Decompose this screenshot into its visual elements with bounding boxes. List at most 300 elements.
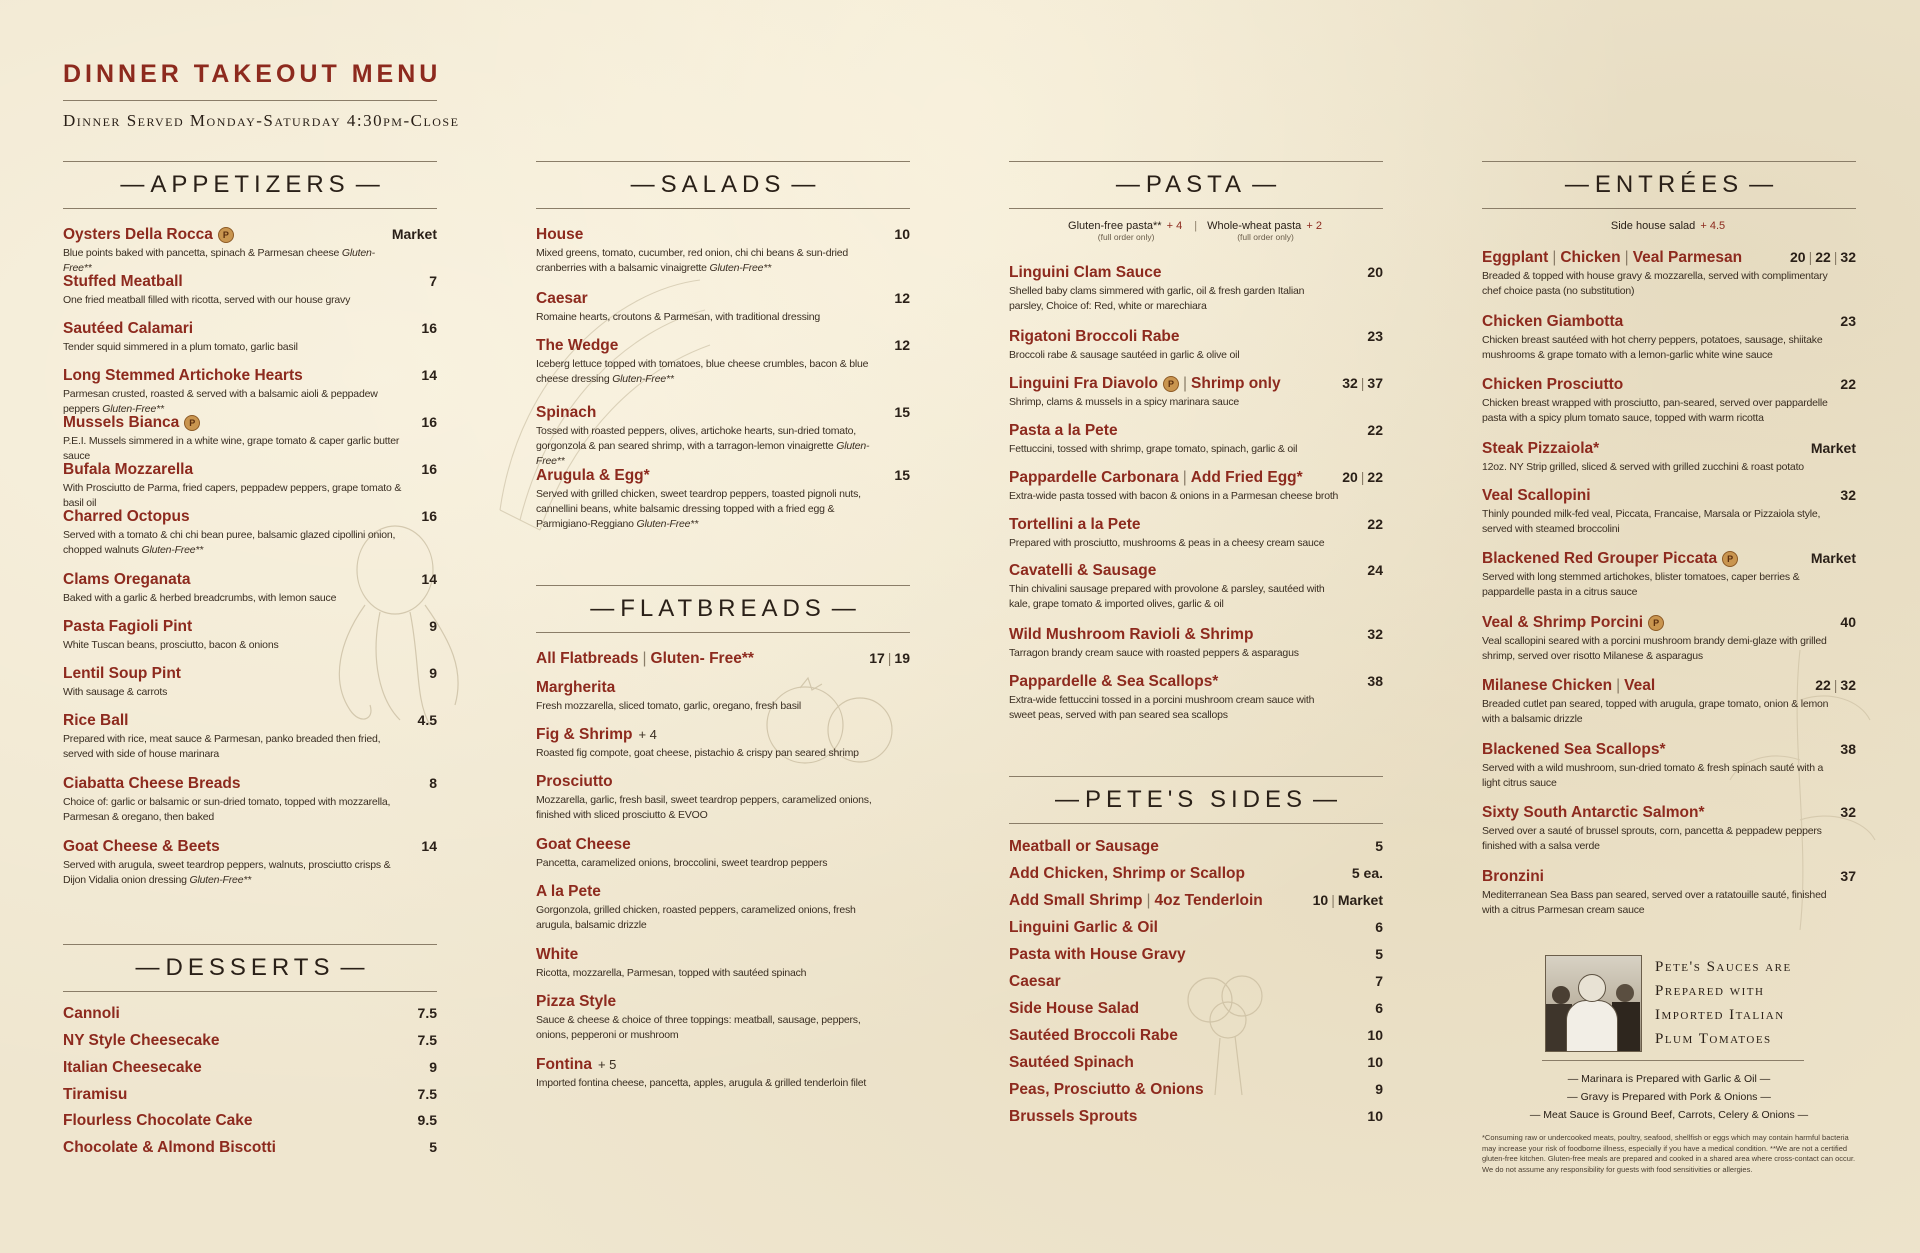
separator: | xyxy=(1146,892,1151,909)
item-name: Stuffed Meatball xyxy=(63,273,183,290)
item-description-text: Broccoli rabe & sausage sautéed in garlic & olive oil xyxy=(1009,349,1240,361)
menu-item xyxy=(1482,487,1856,537)
item-description xyxy=(63,246,403,276)
item-price: 9 xyxy=(1375,1081,1383,1097)
item-price-group xyxy=(1375,973,1383,989)
menu-item-row xyxy=(63,618,437,636)
menu-item-row xyxy=(536,226,910,244)
menu-item xyxy=(1009,469,1383,504)
item-price-group xyxy=(429,1059,437,1075)
item-description-text: Romaine hearts, croutons & Parmesan, with traditional dressing xyxy=(536,311,821,323)
item-name-group xyxy=(1009,264,1161,282)
gf-full-order: (full order only) xyxy=(1097,232,1155,242)
menu-item-row xyxy=(63,414,437,432)
item-description-text: Fettuccini, tossed with shrimp, grape tomato, spinach, garlic & oil xyxy=(1009,443,1298,455)
item-price: 32 xyxy=(1840,487,1856,503)
item-price: 10 xyxy=(1367,1027,1383,1043)
item-price: 8 xyxy=(429,775,437,791)
menu-item xyxy=(63,712,437,762)
item-price-group xyxy=(1840,741,1856,757)
item-description xyxy=(1482,507,1837,537)
item-name-group xyxy=(536,726,657,744)
item-price: Market xyxy=(1810,440,1856,456)
menu-item-row xyxy=(1009,946,1383,964)
item-name: Sautéed Spinach xyxy=(1009,1054,1134,1071)
menu-item xyxy=(1482,741,1856,791)
menu-item xyxy=(1482,677,1856,727)
menu-item xyxy=(63,508,437,558)
item-description xyxy=(536,357,886,387)
menu-item-row xyxy=(1009,838,1383,856)
item-name: Chicken Giambotta xyxy=(1482,313,1624,330)
item-description-text: P.E.I. Mussels simmered in a white wine, grape tomato & caper garlic butter sauce xyxy=(63,435,400,462)
item-name: Fontina xyxy=(536,1056,592,1073)
menu-item-row xyxy=(1482,487,1856,505)
item-price-group xyxy=(1375,1000,1383,1016)
sauce-line-3: Imported Italian xyxy=(1655,1007,1785,1023)
item-price: 7 xyxy=(1375,973,1383,989)
item-description xyxy=(1482,697,1837,727)
item-name-alt: 4oz Tenderloin xyxy=(1154,892,1263,909)
item-price-group xyxy=(1815,677,1856,693)
separator: | xyxy=(1360,469,1365,485)
item-name: Goat Cheese xyxy=(536,836,631,853)
item-description-text: Served with a wild mushroom, sun-dried tomato & fresh spinach sauté with a light citrus sauce xyxy=(1482,762,1824,789)
menu-item xyxy=(63,1112,437,1130)
item-name: Milanese Chicken xyxy=(1482,677,1613,694)
item-addon-price: + 5 xyxy=(597,1057,617,1072)
item-price: 6 xyxy=(1375,1000,1383,1016)
item-name: Linguini Garlic & Oil xyxy=(1009,919,1158,936)
flatbreads-title: FLATBREADS xyxy=(620,595,826,622)
item-name: Cavatelli & Sausage xyxy=(1009,562,1157,579)
item-name: Bronzini xyxy=(1482,868,1544,885)
item-price: 10 xyxy=(894,226,910,242)
item-description xyxy=(536,903,876,933)
item-price-group xyxy=(1367,1054,1383,1070)
item-name-group xyxy=(1009,626,1253,644)
item-price: 38 xyxy=(1367,673,1383,689)
item-price: 10 xyxy=(1312,892,1329,908)
sauce-divider xyxy=(1542,1060,1804,1061)
flatbread-gf-price: 19 xyxy=(894,650,910,666)
menu-item-row xyxy=(1009,973,1383,991)
menu-item-row xyxy=(1009,865,1383,883)
item-price: 24 xyxy=(1367,562,1383,578)
item-name-group xyxy=(1482,440,1599,458)
item-name: Blackened Sea Scallops* xyxy=(1482,741,1666,758)
menu-item xyxy=(536,337,910,387)
item-description-text: Roasted fig compote, goat cheese, pistachio & crispy pan seared shrimp xyxy=(536,747,859,759)
menu-item xyxy=(1009,422,1383,457)
item-name: Linguini Fra Diavolo xyxy=(1009,375,1158,392)
item-price: 7.5 xyxy=(417,1086,437,1102)
title-divider xyxy=(63,100,437,101)
item-description xyxy=(63,638,403,653)
item-price-group xyxy=(1375,1081,1383,1097)
item-price: 12 xyxy=(894,290,910,306)
allergy-disclaimer: *Consuming raw or undercooked meats, poultry, seafood, shellfish or eggs which may contain harmful bacteria may increase your risk of foodborne illness, especially if you have a medical condition. **We are not a certified gluten-free kitchen. Gluten-free meals are prepared and cooked in a shared area where cross-contact can occur. We do not assume any responsibility for guests with food sensitivities or allergies. xyxy=(1482,1133,1856,1174)
item-description xyxy=(536,856,876,871)
menu-item-row xyxy=(1009,375,1383,393)
item-name-group xyxy=(1482,376,1623,394)
menu-item-row xyxy=(63,775,437,793)
separator: | xyxy=(1808,249,1813,265)
item-name: Mussels Bianca xyxy=(63,414,180,431)
item-name-group xyxy=(63,838,220,856)
item-description xyxy=(536,310,886,325)
item-name: The Wedge xyxy=(536,337,619,354)
ww-pasta-add: + 2 xyxy=(1306,220,1322,232)
item-name-alt: Shrimp only xyxy=(1191,375,1281,392)
item-price: 14 xyxy=(421,838,437,854)
item-price-group xyxy=(429,665,437,681)
gravy-note: — Gravy is Prepared with Pork & Onions — xyxy=(1567,1091,1771,1103)
item-name: Steak Pizzaiola* xyxy=(1482,440,1600,457)
item-price-group xyxy=(392,226,437,242)
item-price-group xyxy=(1367,328,1383,344)
item-price: 16 xyxy=(421,414,437,430)
item-name-group xyxy=(536,290,588,308)
item-price-group xyxy=(1367,562,1383,578)
item-description-text: Blue points baked with pancetta, spinach & Parmesan cheese xyxy=(63,247,340,259)
item-description-text: White Tuscan beans, prosciutto, bacon & onions xyxy=(63,639,279,651)
dinner-hours: Dinner Served Monday-Saturday 4:30pm-Close xyxy=(63,111,460,130)
item-name: Sautéed Calamari xyxy=(63,320,194,337)
item-price-group xyxy=(1375,838,1383,854)
item-price: 38 xyxy=(1840,741,1856,757)
item-price-alt: 37 xyxy=(1367,375,1383,391)
item-description-text: Shrimp, clams & mussels in a spicy marinara sauce xyxy=(1009,396,1240,408)
item-description xyxy=(1009,348,1339,363)
item-price: 15 xyxy=(894,404,910,420)
item-description xyxy=(536,699,876,714)
item-description-text: Extra-wide fettuccini tossed in a porcini mushroom cream sauce with sweet peas, served with pan seared sea scallops xyxy=(1009,694,1315,721)
item-description xyxy=(536,246,886,276)
menu-item xyxy=(63,461,437,511)
separator: | xyxy=(1833,249,1838,265)
menu-item xyxy=(63,414,437,464)
item-description xyxy=(1009,646,1339,661)
menu-item xyxy=(63,226,437,276)
flatbreads-gf-label: Gluten- Free** xyxy=(650,650,754,667)
item-name: Lentil Soup Pint xyxy=(63,665,181,682)
item-name: Pappardelle Carbonara xyxy=(1009,469,1179,486)
item-price: 20 xyxy=(1789,249,1806,265)
item-price-group xyxy=(421,461,437,477)
item-name: Blackened Red Grouper Piccata xyxy=(1482,550,1718,567)
item-price: 9 xyxy=(429,665,437,681)
separator: | xyxy=(1833,677,1838,693)
pete-logo-icon: P xyxy=(1648,615,1664,631)
item-name: Clams Oreganata xyxy=(63,571,191,588)
item-description xyxy=(536,746,876,761)
menu-item-row xyxy=(63,367,437,385)
item-name: Brussels Sprouts xyxy=(1009,1108,1138,1125)
menu-item-row xyxy=(1009,919,1383,937)
gluten-free-label: Gluten-Free** xyxy=(612,373,674,385)
menu-item xyxy=(536,226,910,276)
menu-item-row xyxy=(1009,1027,1383,1045)
item-description-text: Choice of: garlic or balsamic or sun-dried tomato, topped with mozzarella, Parmesan & oregano, then baked xyxy=(63,796,391,823)
item-name-group xyxy=(1009,919,1158,937)
item-name: A la Pete xyxy=(536,883,601,900)
item-name: Rigatoni Broccoli Rabe xyxy=(1009,328,1180,345)
menu-item xyxy=(63,1086,437,1104)
menu-item-row xyxy=(63,226,437,244)
item-description-text: Breaded cutlet pan seared, topped with arugula, grape tomato, onion & lemon with a balsamic drizzle xyxy=(1482,698,1829,725)
item-price-group xyxy=(421,414,437,430)
item-price-alt: 32 xyxy=(1840,677,1856,693)
gluten-free-label: Gluten-Free** xyxy=(63,247,375,274)
item-price-group xyxy=(1367,673,1383,689)
item-name: Chocolate & Almond Biscotti xyxy=(63,1139,276,1156)
menu-item-row xyxy=(1009,562,1383,580)
menu-item xyxy=(536,679,910,714)
pete-logo-icon: P xyxy=(184,415,200,431)
item-description xyxy=(63,591,403,606)
menu-item-row xyxy=(1009,516,1383,534)
appetizers-header: — APPETIZERS — xyxy=(63,161,437,209)
flatbread-price: 17 xyxy=(869,650,885,666)
menu-item xyxy=(1482,550,1856,600)
sauce-notes xyxy=(1482,1070,1856,1124)
desserts-title: DESSERTS xyxy=(165,954,335,981)
item-description xyxy=(1482,761,1837,791)
item-description-text: Veal scallopini seared with a porcini mushroom brandy demi-glaze with grilled shrimp, served over risotto Milanese & asparagus xyxy=(1482,635,1827,662)
item-name: Arugula & Egg* xyxy=(536,467,650,484)
item-name-group xyxy=(1009,892,1263,910)
menu-item xyxy=(536,946,910,981)
item-description-text: Fresh mozzarella, sliced tomato, garlic, oregano, fresh basil xyxy=(536,700,802,712)
item-price-group xyxy=(1367,422,1383,438)
gluten-free-label: Gluten-Free** xyxy=(141,544,204,556)
menu-item-row xyxy=(1482,313,1856,331)
item-name-alt: Add Fried Egg* xyxy=(1190,469,1303,486)
item-price: 7.5 xyxy=(417,1032,437,1048)
item-description xyxy=(536,487,886,532)
item-name: Pappardelle & Sea Scallops* xyxy=(1009,673,1219,690)
item-description xyxy=(1482,396,1837,426)
item-name-group xyxy=(1482,550,1738,568)
item-name: Pasta Fagioli Pint xyxy=(63,618,193,635)
menu-item-row xyxy=(63,1032,437,1050)
item-name: Veal Scallopini xyxy=(1482,487,1591,504)
item-description xyxy=(1009,536,1339,551)
item-name-group xyxy=(63,1032,220,1050)
entrees-title: ENTRÉES xyxy=(1594,171,1744,198)
menu-item xyxy=(536,773,910,823)
item-description-text: Baked with a garlic & herbed breadcrumbs, with lemon sauce xyxy=(63,592,337,604)
item-name-group xyxy=(63,414,200,432)
item-description xyxy=(63,858,403,888)
menu-item-row xyxy=(1009,328,1383,346)
sauce-info xyxy=(1545,955,1835,1051)
item-description xyxy=(1009,582,1339,612)
item-name-group xyxy=(1009,1054,1134,1072)
menu-item xyxy=(536,1056,910,1091)
item-name-group xyxy=(63,273,183,291)
item-description-text: Tossed with roasted peppers, olives, artichoke hearts, sun-dried tomato, gorgonzola & pan seared shrimp, with a tarragon-lemon vinaigrette xyxy=(536,425,857,452)
item-description xyxy=(63,481,403,511)
item-description-text: Breaded & topped with house gravy & mozzarella, served with complimentary chef choice pasta (no substitution) xyxy=(1482,270,1828,297)
item-description-text: Served with grilled chicken, sweet teardrop peppers, toasted pignoli nuts, cannellini beans, white balsamic dressing topped with a fried egg & Parmigiano-Reggiano xyxy=(536,488,861,530)
item-name-group xyxy=(1009,1000,1139,1018)
item-addon-price: + 4 xyxy=(638,727,657,742)
item-description xyxy=(63,434,403,464)
item-description-text: Served with arugula, sweet teardrop peppers, walnuts, prosciutto crisps & Dijon Vidalia onion dressing xyxy=(63,859,391,886)
item-price-alt: 32 xyxy=(1840,249,1856,265)
item-name: Eggplant xyxy=(1482,249,1549,266)
item-price-group xyxy=(421,838,437,854)
ww-pasta-note: Whole-wheat pasta xyxy=(1207,220,1302,232)
item-price-group xyxy=(429,273,437,289)
menu-item xyxy=(1009,1081,1383,1099)
item-description xyxy=(1009,284,1339,314)
menu-item-row xyxy=(63,508,437,526)
item-name-group xyxy=(1009,516,1141,534)
item-name-group xyxy=(63,367,303,385)
item-price: 20 xyxy=(1367,264,1383,280)
pasta-options: Gluten-free pasta** + 4 (full order only) | Whole-wheat pasta + 2 (full order only) xyxy=(1068,220,1322,242)
menu-item-row xyxy=(536,726,910,744)
item-name-group xyxy=(1009,469,1303,487)
item-name-group xyxy=(1009,562,1156,580)
item-description xyxy=(1482,824,1837,854)
gluten-free-label: Gluten-Free** xyxy=(189,874,252,886)
item-name-group xyxy=(536,404,596,422)
item-name: Sixty South Antarctic Salmon* xyxy=(1482,804,1705,821)
menu-item xyxy=(63,665,437,700)
item-name-group xyxy=(63,1112,253,1130)
menu-item xyxy=(63,1032,437,1050)
item-name-group xyxy=(1009,865,1245,883)
item-description xyxy=(1482,269,1837,299)
item-name: Tiramisu xyxy=(63,1086,128,1103)
item-name: Caesar xyxy=(1009,973,1061,990)
menu-item xyxy=(536,404,910,469)
item-name: Tortellini a la Pete xyxy=(1009,516,1141,533)
item-price: 22 xyxy=(1367,516,1383,532)
item-name-group xyxy=(63,226,234,244)
item-price-group xyxy=(1342,375,1383,391)
menu-item xyxy=(1009,1054,1383,1072)
item-name: Pizza Style xyxy=(536,993,617,1010)
item-description xyxy=(63,528,403,558)
separator: | xyxy=(1360,375,1365,391)
item-price-alt: 22 xyxy=(1815,249,1831,265)
item-price: 16 xyxy=(421,461,437,477)
item-price: Market xyxy=(391,226,437,242)
menu-item-row xyxy=(1482,249,1856,267)
item-price: 6 xyxy=(1375,919,1383,935)
menu-item xyxy=(1009,973,1383,991)
menu-item-row xyxy=(63,273,437,291)
menu-item xyxy=(1009,264,1383,314)
item-description-text: Chicken breast sautéed with hot cherry peppers, potatoes, sausage, shiitake mushrooms & grape tomato with a lemon-garlic white wine sauce xyxy=(1482,334,1823,361)
item-name-group xyxy=(536,467,650,485)
meat-sauce-note: — Meat Sauce is Ground Beef, Carrots, Celery & Onions — xyxy=(1529,1109,1809,1121)
item-name-group xyxy=(536,1056,616,1074)
menu-item xyxy=(1009,1108,1383,1126)
menu-item-row xyxy=(536,1056,910,1074)
item-price: 9 xyxy=(429,618,437,634)
menu-item-row xyxy=(63,838,437,856)
item-name-group xyxy=(536,883,601,901)
item-description xyxy=(536,966,876,981)
item-description-text: Chicken breast wrapped with prosciutto, pan-seared, served over pappardelle pasta with a spicy plum tomato sauce, topped with warm ricotta xyxy=(1482,397,1828,424)
item-description xyxy=(1482,634,1837,664)
item-name-group xyxy=(63,320,193,338)
item-description-text: Ricotta, mozzarella, Parmesan, topped with sautéed spinach xyxy=(536,967,807,979)
item-price-group xyxy=(421,571,437,587)
menu-item-row xyxy=(1482,550,1856,568)
item-price-group xyxy=(1811,440,1856,456)
item-name: Meatball or Sausage xyxy=(1009,838,1159,855)
sauce-line-1: Pete's Sauces are xyxy=(1655,959,1792,975)
menu-item xyxy=(1009,673,1383,723)
menu-item xyxy=(63,618,437,653)
item-price: 16 xyxy=(421,508,437,524)
all-flatbreads-label: All Flatbreads xyxy=(536,650,639,667)
menu-item xyxy=(1009,838,1383,856)
item-name: Pasta with House Gravy xyxy=(1009,946,1186,963)
item-name: Margherita xyxy=(536,679,616,696)
salads-header: — SALADS — xyxy=(536,161,910,209)
item-name-group xyxy=(63,1005,120,1023)
menu-item-row xyxy=(536,679,910,697)
item-price-group xyxy=(429,775,437,791)
item-description xyxy=(1482,333,1837,363)
item-price: 22 xyxy=(1367,422,1383,438)
item-name: Charred Octopus xyxy=(63,508,190,525)
separator: | xyxy=(1616,677,1621,694)
item-price: 20 xyxy=(1342,469,1358,485)
menu-item-row xyxy=(63,1086,437,1104)
item-name: White xyxy=(536,946,579,963)
item-price-group xyxy=(1367,516,1383,532)
menu-item-row xyxy=(1009,626,1383,644)
chef-family-photo xyxy=(1545,955,1642,1052)
item-description xyxy=(63,387,403,417)
item-name-group xyxy=(63,1086,127,1104)
item-name: Rice Ball xyxy=(63,712,129,729)
item-name-group xyxy=(1009,375,1281,393)
menu-item xyxy=(536,883,910,933)
item-name: Add Chicken, Shrimp or Scallop xyxy=(1009,865,1245,882)
item-description xyxy=(1009,489,1339,504)
item-name: Cannoli xyxy=(63,1005,120,1022)
menu-item xyxy=(1009,516,1383,551)
item-price: 7 xyxy=(429,273,437,289)
item-price: 12 xyxy=(894,337,910,353)
item-price-group xyxy=(1342,469,1383,485)
menu-item xyxy=(1009,375,1383,410)
gluten-free-label: Gluten-Free** xyxy=(536,440,870,467)
menu-item xyxy=(63,775,437,825)
item-description-text: Imported fontina cheese, pancetta, apples, arugula & grilled tenderloin filet xyxy=(536,1077,867,1089)
item-price-group xyxy=(1840,804,1856,820)
item-name: Add Small Shrimp xyxy=(1009,892,1143,909)
item-price-group xyxy=(1840,868,1856,884)
item-description-text: Extra-wide pasta tossed with bacon & onions in a Parmesan cheese broth xyxy=(1009,490,1339,502)
menu-item-row xyxy=(536,404,910,422)
item-name-group xyxy=(1482,741,1666,759)
item-description-text: Pancetta, caramelized onions, broccolini, sweet teardrop peppers xyxy=(536,857,828,869)
item-price-group xyxy=(1375,919,1383,935)
menu-item xyxy=(1482,614,1856,664)
menu-item-row xyxy=(1009,892,1383,910)
